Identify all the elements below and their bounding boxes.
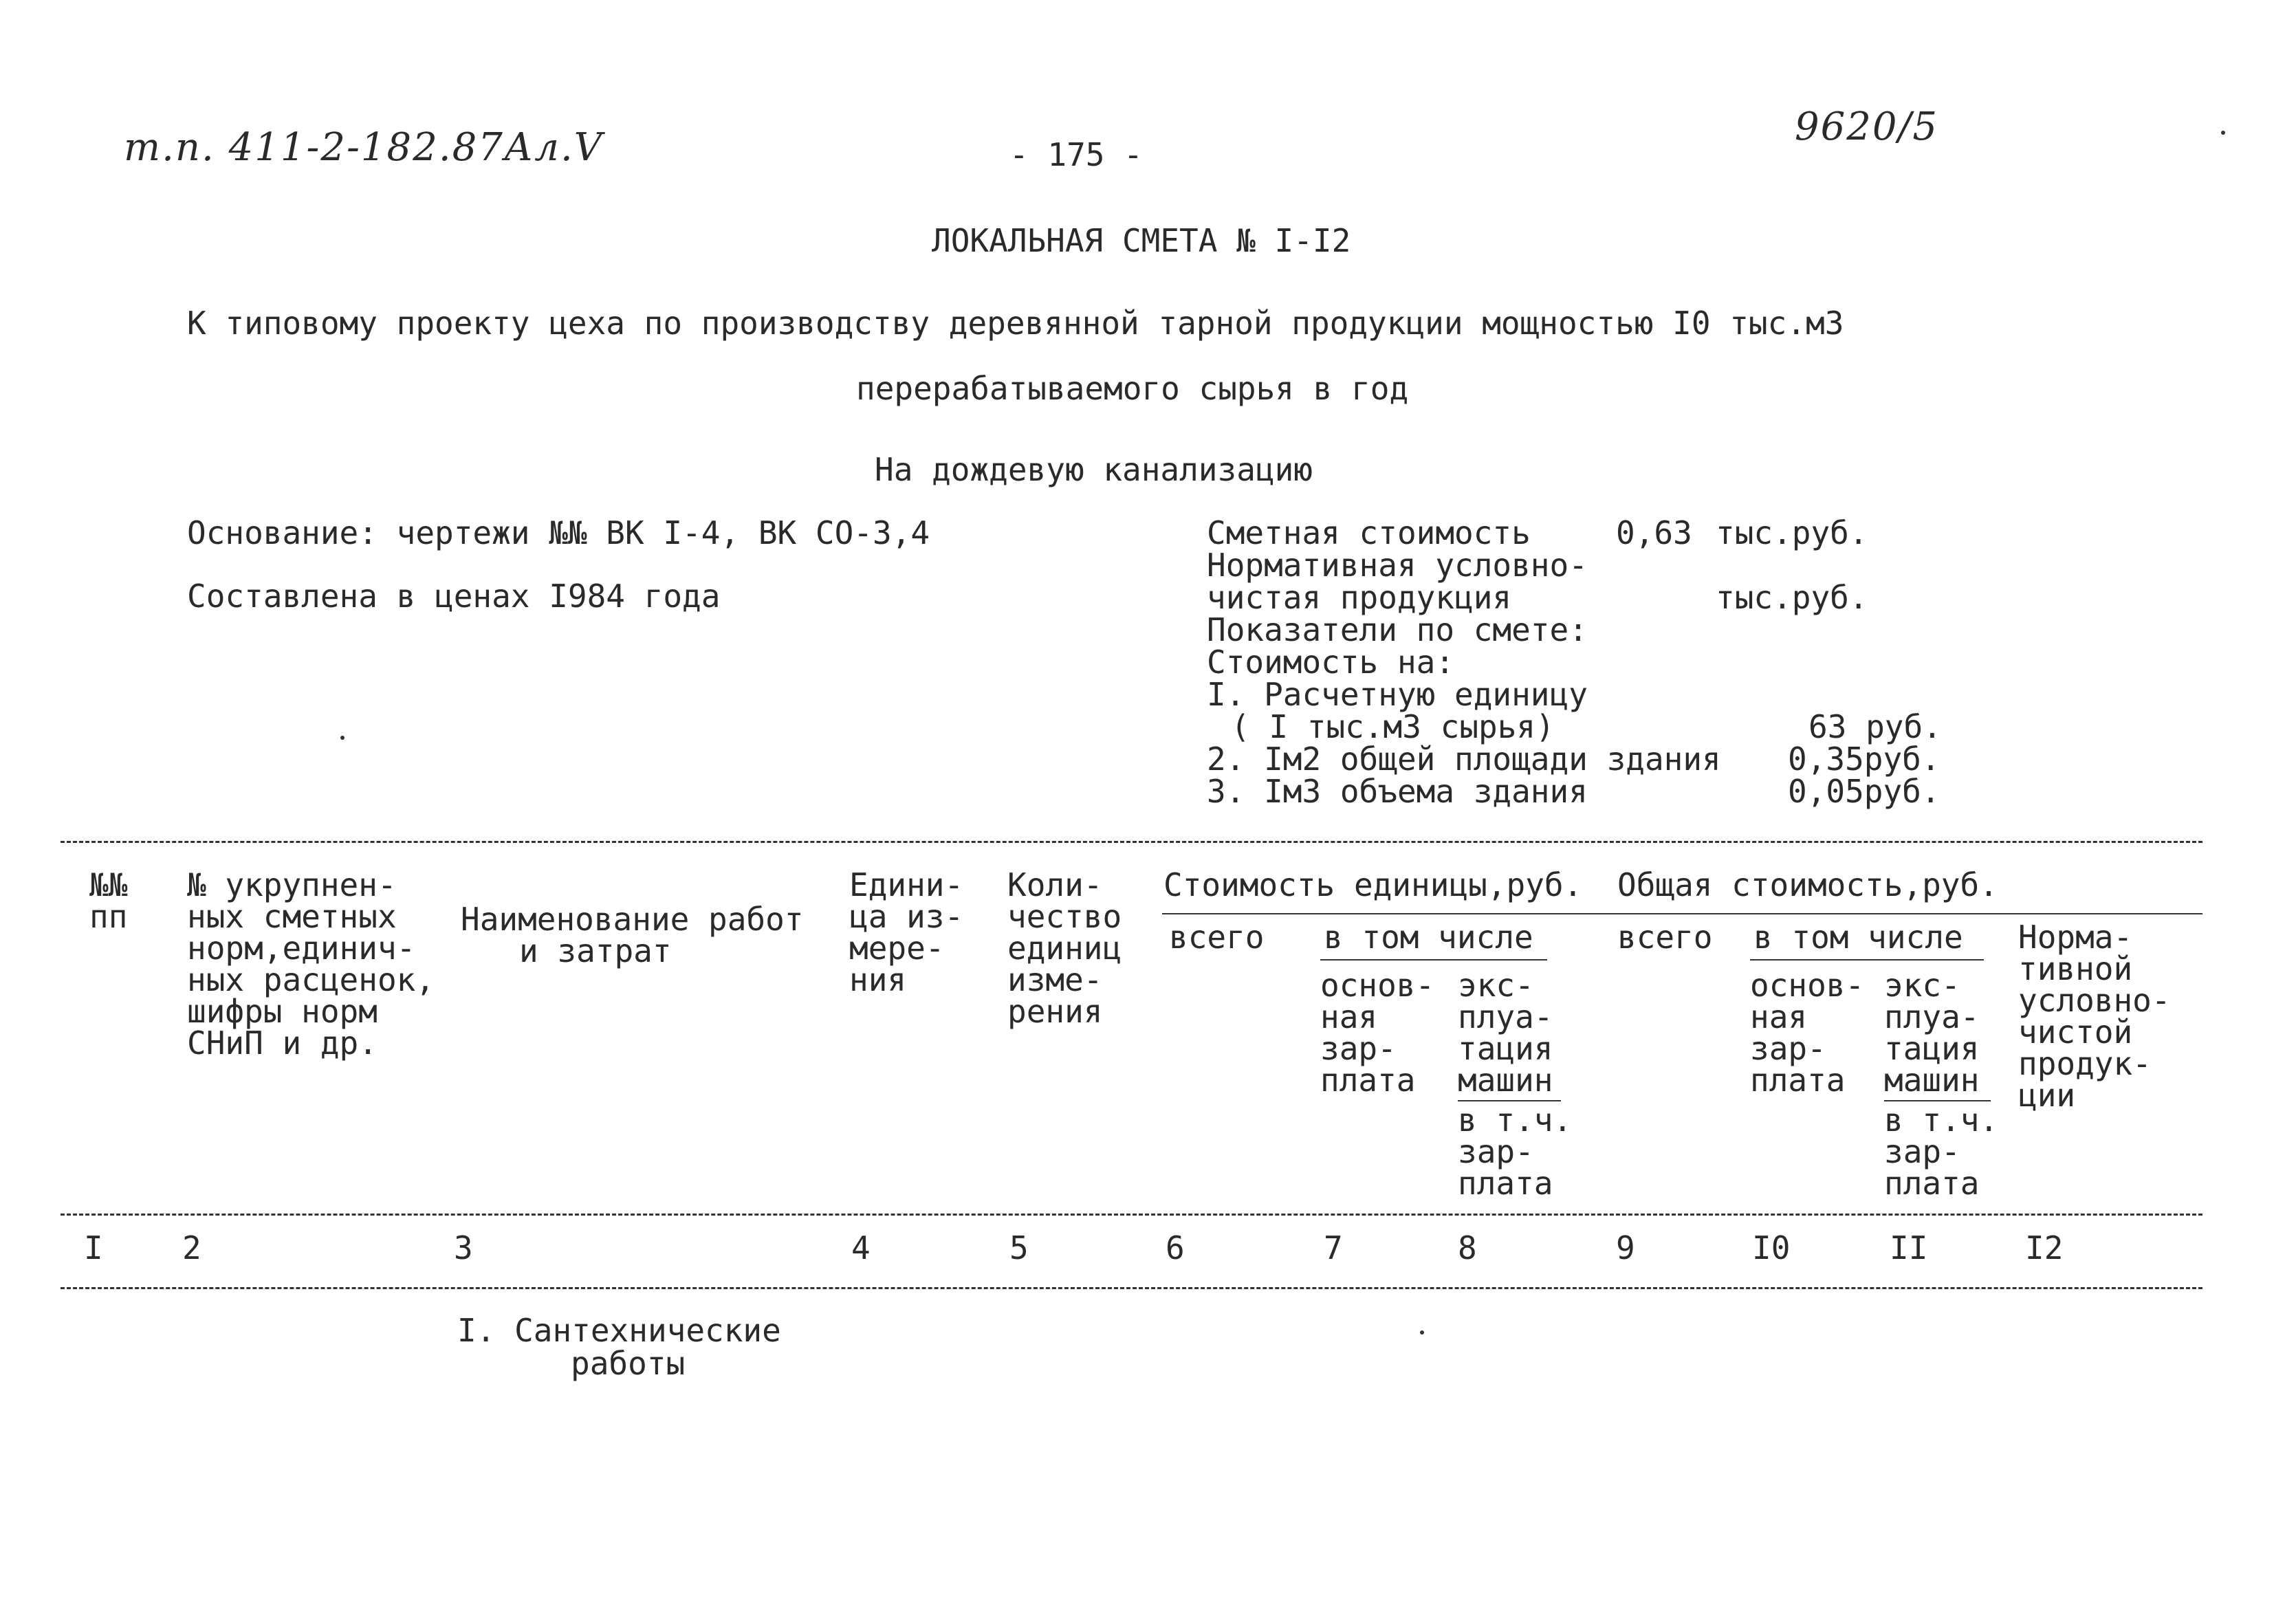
column-number: I2	[2025, 1229, 2064, 1266]
column-number: 3	[454, 1229, 473, 1266]
scan-speck	[340, 736, 345, 740]
section-title-line: работы	[571, 1345, 686, 1382]
col-12-header-line: условно-	[2018, 982, 2171, 1019]
column-number: II	[1890, 1229, 1928, 1266]
col-2-header-line: шифры норм	[187, 993, 378, 1030]
col-5-header-line: рения	[1007, 993, 1103, 1030]
col-1-header-line: пп	[89, 898, 128, 935]
col-2-header-line: норм,единич-	[187, 930, 416, 967]
col-10-header-line: зар-	[1750, 1030, 1826, 1067]
indicator-3-value: 0,05руб.	[1788, 773, 1940, 810]
numbers-bottom-rule	[61, 1287, 2202, 1289]
unit-cost-header: Стоимость единицы,руб.	[1163, 866, 1583, 903]
indicator-1-label: I. Расчетную единицу	[1207, 676, 1588, 713]
norm-unit: тыс.руб.	[1716, 579, 1868, 616]
col-8-header-line: машин	[1458, 1062, 1553, 1099]
col-11-header-line: в т.ч.	[1884, 1101, 1999, 1139]
col-4-header-line: ца из-	[849, 898, 964, 935]
basis-line: Основание: чертежи №№ ВК I-4, ВК СО-3,4	[187, 514, 930, 551]
col-5-header-line: единиц	[1007, 930, 1122, 967]
col-12-header-line: тивной	[2018, 950, 2133, 987]
indicator-2-value: 0,35руб.	[1788, 740, 1940, 778]
col-7-header-line: ная	[1320, 998, 1378, 1035]
prices-line: Составлена в ценах I984 года	[187, 578, 721, 615]
col-12-header-line: Норма-	[2018, 919, 2133, 956]
col-4-header-line: мере-	[849, 930, 945, 967]
col-4-header-line: ния	[849, 961, 907, 998]
col-11-header-line: зар-	[1884, 1133, 1960, 1170]
unit-incl-rule	[1320, 959, 1547, 961]
col-1-header-line: №№	[89, 866, 128, 903]
col-7-header-line: основ-	[1320, 967, 1435, 1004]
col-8-header-line: экс-	[1458, 967, 1534, 1004]
col-11-header-line: плата	[1884, 1165, 1980, 1202]
column-number: 9	[1616, 1229, 1635, 1266]
col-10-header-line: плата	[1750, 1062, 1846, 1099]
header-bottom-rule	[61, 1214, 2202, 1216]
col-11-header-line: плуа-	[1884, 998, 1980, 1035]
col-12-header-line: чистой	[2018, 1013, 2133, 1051]
scan-speck	[2221, 131, 2225, 135]
col-7-header-line: зар-	[1320, 1030, 1397, 1067]
indicator-2-label: 2. Iм2 общей площади здания	[1207, 740, 1721, 778]
col-5-header-line: изме-	[1007, 961, 1103, 998]
col-2-header-line: ных сметных	[187, 898, 397, 935]
col-8-header-line: плуа-	[1458, 998, 1553, 1035]
col-3-header-line: и затрат	[519, 932, 672, 969]
subtitle-line-2: перерабатываемого сырья в год	[856, 370, 1409, 407]
col-6-header: всего	[1169, 919, 1265, 956]
col-12-header-line: продук-	[2018, 1045, 2152, 1082]
col-9-header: всего	[1617, 919, 1713, 956]
total-incl-header: в том числе	[1753, 919, 1963, 956]
indicators-label: Показатели по смете:	[1207, 611, 1588, 648]
col-7-header-line: плата	[1320, 1062, 1416, 1099]
col-5-header-line: чество	[1007, 898, 1122, 935]
total-cost-header: Общая стоимость,руб.	[1617, 866, 1998, 903]
archive-number: 9620/5	[1795, 105, 1939, 149]
col-2-header-line: СНиП и др.	[187, 1024, 378, 1062]
page-number: - 175 -	[1009, 136, 1143, 173]
column-number: 8	[1458, 1229, 1477, 1266]
cost-value: 0,63	[1616, 514, 1692, 551]
column-number: I	[84, 1229, 103, 1266]
total-incl-rule	[1750, 959, 1984, 961]
col-8-header-line: зар-	[1458, 1133, 1534, 1170]
col-11-header-line: машин	[1884, 1062, 1980, 1099]
column-number: 5	[1009, 1229, 1029, 1266]
col-2-header-line: ных расценок,	[187, 961, 435, 998]
col-11-header-line: экс-	[1884, 967, 1960, 1004]
document-title: ЛОКАЛЬНАЯ СМЕТА № I-I2	[932, 222, 1351, 259]
col-10-header-line: основ-	[1750, 967, 1865, 1004]
col-3-header-line: Наименование работ	[461, 901, 804, 938]
subtitle-line-1: К типовому проекту цеха по производству деревянной тарной продукции мощностью I0 тыс.м3	[187, 305, 1844, 342]
column-number: 7	[1324, 1229, 1343, 1266]
doc-code: т.п. 411-2-182.87Ал.V	[124, 125, 604, 170]
column-number: I0	[1752, 1229, 1791, 1266]
col-8-header-line: в т.ч.	[1458, 1101, 1573, 1139]
cost-label: Сметная стоимость	[1207, 514, 1531, 551]
unit-incl-header: в том числе	[1324, 919, 1533, 956]
table-top-rule	[61, 841, 2202, 843]
norm-label-1: Нормативная условно-	[1207, 547, 1588, 584]
column-number: 6	[1166, 1229, 1185, 1266]
indicator-3-label: 3. Iм3 объема здания	[1207, 773, 1588, 810]
col-8-header-line: плата	[1458, 1165, 1553, 1202]
col-12-header-line: ции	[2018, 1077, 2076, 1114]
section-heading: На дождевую канализацию	[875, 451, 1313, 488]
col-11-header-line: тация	[1884, 1030, 1980, 1067]
col-4-header-line: Едини-	[849, 866, 964, 903]
cost-group-rule	[1162, 913, 2202, 914]
indicator-1-value: 63 руб.	[1808, 708, 1942, 745]
cost-per-label: Стоимость на:	[1207, 644, 1455, 681]
column-number: 4	[851, 1229, 871, 1266]
section-title-line: I. Сантехнические	[457, 1312, 781, 1349]
col-2-header-line: № укрупнен-	[187, 866, 397, 903]
col-10-header-line: ная	[1750, 998, 1808, 1035]
scan-speck	[1420, 1330, 1424, 1335]
cost-unit: тыс.руб.	[1716, 514, 1868, 551]
indicator-1-sub: ( I тыс.м3 сырья)	[1231, 708, 1555, 745]
column-number: 2	[182, 1229, 201, 1266]
col-5-header-line: Коли-	[1007, 866, 1103, 903]
col-8-header-line: тация	[1458, 1030, 1553, 1067]
norm-label-2: чистая продукция	[1207, 579, 1512, 616]
